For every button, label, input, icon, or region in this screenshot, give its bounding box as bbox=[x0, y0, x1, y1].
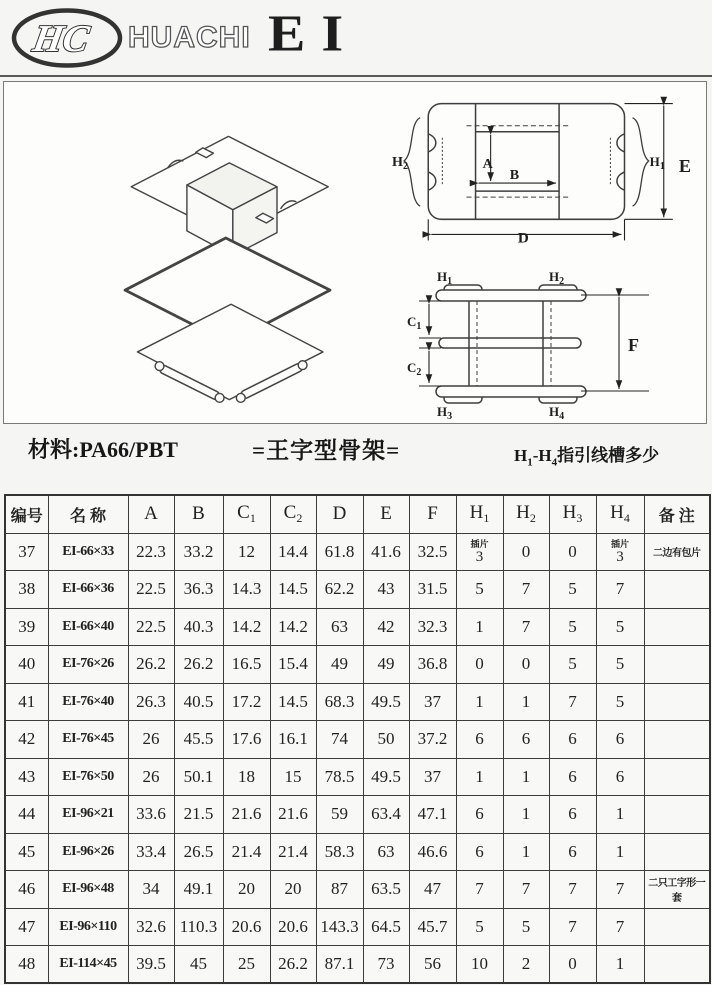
cell-d: 49 bbox=[316, 646, 363, 684]
dim-label-d: D bbox=[517, 230, 529, 247]
cell-h2: 7 bbox=[503, 608, 549, 646]
dim-label-sv-h2: $H_2$ bbox=[549, 269, 565, 287]
cell-h3: 5 bbox=[549, 571, 596, 609]
cell-name: EI-96×21 bbox=[48, 796, 128, 834]
cell-h1: 0 bbox=[456, 646, 503, 684]
cell-no: 47 bbox=[5, 908, 48, 946]
cell-no: 45 bbox=[5, 833, 48, 871]
column-header-e: E bbox=[363, 495, 409, 533]
cell-remark bbox=[644, 683, 710, 721]
cell-c1: 21.4 bbox=[223, 833, 270, 871]
cell-no: 37 bbox=[5, 533, 48, 571]
cell-h4: 6 bbox=[596, 758, 644, 796]
top-view-diagram bbox=[390, 92, 702, 248]
cell-h3: 6 bbox=[549, 796, 596, 834]
cell-f: 45.7 bbox=[409, 908, 456, 946]
cell-d: 68.3 bbox=[316, 683, 363, 721]
cell-name: EI-96×110 bbox=[48, 908, 128, 946]
table-row bbox=[5, 833, 710, 871]
cell-b: 49.1 bbox=[174, 871, 223, 909]
side-view-diagram bbox=[390, 268, 702, 420]
cell-h3: 7 bbox=[549, 871, 596, 909]
cell-b: 40.3 bbox=[174, 608, 223, 646]
cell-c2: 14.2 bbox=[270, 608, 316, 646]
cell-c2: 20.6 bbox=[270, 908, 316, 946]
dim-label-f: F bbox=[628, 335, 639, 355]
cell-b: 110.3 bbox=[174, 908, 223, 946]
cell-c2: 26.2 bbox=[270, 946, 316, 984]
hc-logo bbox=[8, 5, 126, 71]
cell-d: 63 bbox=[316, 608, 363, 646]
dim-label-b: B bbox=[509, 167, 520, 184]
cell-c2: 14.5 bbox=[270, 571, 316, 609]
cell-b: 26.5 bbox=[174, 833, 223, 871]
cell-b: 36.3 bbox=[174, 571, 223, 609]
header-divider bbox=[0, 75, 712, 77]
note-text: 指引线槽多少 bbox=[557, 446, 660, 465]
frame-type-title: =王字型骨架= bbox=[252, 438, 401, 463]
cell-a: 26.3 bbox=[128, 683, 174, 721]
cell-a: 32.6 bbox=[128, 908, 174, 946]
column-header-name: 名 称 bbox=[48, 495, 128, 533]
cell-h2: 7 bbox=[503, 871, 549, 909]
cell-f: 47.1 bbox=[409, 796, 456, 834]
cell-remark bbox=[644, 758, 710, 796]
cell-b: 21.5 bbox=[174, 796, 223, 834]
column-header-no: 编号 bbox=[5, 495, 48, 533]
cell-no: 44 bbox=[5, 796, 48, 834]
cell-b: 45 bbox=[174, 946, 223, 984]
cell-no: 39 bbox=[5, 608, 48, 646]
dim-label-sv-h1: $H_1$ bbox=[437, 269, 453, 287]
cell-h4: 5 bbox=[596, 608, 644, 646]
cell-a: 22.3 bbox=[128, 533, 174, 571]
column-header-remark: 备 注 bbox=[644, 495, 710, 533]
cell-c1: 21.6 bbox=[223, 796, 270, 834]
cell-f: 37.2 bbox=[409, 721, 456, 759]
dim-label-c2: $C_2$ bbox=[407, 360, 422, 378]
cell-b: 40.5 bbox=[174, 683, 223, 721]
table-row bbox=[5, 533, 710, 571]
cell-a: 34 bbox=[128, 871, 174, 909]
dim-label-a: A bbox=[482, 155, 493, 172]
table-row bbox=[5, 758, 710, 796]
cell-h2: 6 bbox=[503, 721, 549, 759]
cell-name: EI-66×36 bbox=[48, 571, 128, 609]
cell-f: 32.3 bbox=[409, 608, 456, 646]
cell-f: 32.5 bbox=[409, 533, 456, 571]
table-row bbox=[5, 683, 710, 721]
cell-e: 64.5 bbox=[363, 908, 409, 946]
table-row bbox=[5, 571, 710, 609]
column-header-h2: $H_2$ bbox=[503, 495, 549, 533]
cell-c2: 21.6 bbox=[270, 796, 316, 834]
cell-e: 73 bbox=[363, 946, 409, 984]
cell-h4: 7 bbox=[596, 908, 644, 946]
cell-remark bbox=[644, 908, 710, 946]
column-header-h4: $H_4$ bbox=[596, 495, 644, 533]
cell-e: 41.6 bbox=[363, 533, 409, 571]
dim-label-h3: $H_3$ bbox=[437, 404, 453, 420]
cell-h3: 6 bbox=[549, 758, 596, 796]
cell-f: 47 bbox=[409, 871, 456, 909]
cell-e: 49.5 bbox=[363, 758, 409, 796]
cell-b: 26.2 bbox=[174, 646, 223, 684]
cell-no: 48 bbox=[5, 946, 48, 984]
table-row bbox=[5, 646, 710, 684]
cell-h3: 7 bbox=[549, 683, 596, 721]
cell-e: 49 bbox=[363, 646, 409, 684]
cell-h1: 6 bbox=[456, 721, 503, 759]
cell-h1: 1 bbox=[456, 608, 503, 646]
cell-h4: 5 bbox=[596, 646, 644, 684]
cell-remark bbox=[644, 646, 710, 684]
cell-c1: 16.5 bbox=[223, 646, 270, 684]
cell-remark bbox=[644, 796, 710, 834]
column-header-d: D bbox=[316, 495, 363, 533]
isometric-drawing bbox=[74, 94, 374, 412]
cell-name: EI-96×26 bbox=[48, 833, 128, 871]
cell-name: EI-114×45 bbox=[48, 946, 128, 984]
cell-h4: 1 bbox=[596, 833, 644, 871]
cell-a: 39.5 bbox=[128, 946, 174, 984]
cell-c2: 14.5 bbox=[270, 683, 316, 721]
cell-d: 143.3 bbox=[316, 908, 363, 946]
note-h4-sub: 4 bbox=[551, 456, 558, 469]
cell-h2: 1 bbox=[503, 758, 549, 796]
cell-h1: 7 bbox=[456, 871, 503, 909]
cell-d: 74 bbox=[316, 721, 363, 759]
cell-c1: 17.6 bbox=[223, 721, 270, 759]
cell-d: 59 bbox=[316, 796, 363, 834]
cell-h2: 1 bbox=[503, 796, 549, 834]
cell-name: EI-76×40 bbox=[48, 683, 128, 721]
cell-c1: 18 bbox=[223, 758, 270, 796]
cell-h4: 7 bbox=[596, 571, 644, 609]
cell-c1: 25 bbox=[223, 946, 270, 984]
cell-d: 61.8 bbox=[316, 533, 363, 571]
cell-c2: 14.4 bbox=[270, 533, 316, 571]
cell-h3: 6 bbox=[549, 721, 596, 759]
cell-h4: 1 bbox=[596, 796, 644, 834]
cell-remark: 二边有包片 bbox=[644, 533, 710, 571]
cell-h2: 1 bbox=[503, 833, 549, 871]
cell-e: 63 bbox=[363, 833, 409, 871]
cell-h3: 5 bbox=[549, 646, 596, 684]
cell-name: EI-76×26 bbox=[48, 646, 128, 684]
cell-no: 40 bbox=[5, 646, 48, 684]
cell-d: 87 bbox=[316, 871, 363, 909]
note-h1-sub: 1 bbox=[527, 456, 533, 469]
cell-name: EI-66×40 bbox=[48, 608, 128, 646]
table-row bbox=[5, 796, 710, 834]
cell-no: 42 bbox=[5, 721, 48, 759]
cell-a: 22.5 bbox=[128, 571, 174, 609]
cell-e: 63.4 bbox=[363, 796, 409, 834]
cell-d: 58.3 bbox=[316, 833, 363, 871]
cell-h1: 1 bbox=[456, 683, 503, 721]
cell-c1: 17.2 bbox=[223, 683, 270, 721]
cell-a: 26 bbox=[128, 721, 174, 759]
cell-h2: 1 bbox=[503, 683, 549, 721]
cell-h1: 10 bbox=[456, 946, 503, 984]
cell-c1: 14.2 bbox=[223, 608, 270, 646]
column-header-a: A bbox=[128, 495, 174, 533]
cell-f: 37 bbox=[409, 758, 456, 796]
cell-c1: 20.6 bbox=[223, 908, 270, 946]
cell-f: 36.8 bbox=[409, 646, 456, 684]
page-header bbox=[0, 0, 712, 76]
brand-text: HUACHI bbox=[128, 21, 251, 54]
cell-h1: 6 bbox=[456, 833, 503, 871]
column-header-c1: $C_1$ bbox=[223, 495, 270, 533]
cell-h1: 插片 3 bbox=[456, 533, 503, 571]
cell-e: 63.5 bbox=[363, 871, 409, 909]
cell-d: 87.1 bbox=[316, 946, 363, 984]
spec-table bbox=[4, 494, 711, 984]
brand-logo bbox=[128, 14, 263, 58]
cell-c2: 15.4 bbox=[270, 646, 316, 684]
cell-h3: 6 bbox=[549, 833, 596, 871]
cell-no: 38 bbox=[5, 571, 48, 609]
cell-c1: 20 bbox=[223, 871, 270, 909]
cell-remark bbox=[644, 721, 710, 759]
cell-remark: 二只工字形一套 bbox=[644, 871, 710, 909]
cell-h2: 5 bbox=[503, 908, 549, 946]
note-h1-base: H bbox=[514, 446, 528, 465]
cell-e: 49.5 bbox=[363, 683, 409, 721]
cell-d: 62.2 bbox=[316, 571, 363, 609]
table-row bbox=[5, 608, 710, 646]
material-label: 材料:PA66/PBT bbox=[28, 437, 178, 462]
cell-c2: 20 bbox=[270, 871, 316, 909]
cell-c1: 12 bbox=[223, 533, 270, 571]
dim-label-h4: $H_4$ bbox=[549, 404, 565, 420]
table-row bbox=[5, 721, 710, 759]
cell-f: 46.6 bbox=[409, 833, 456, 871]
cell-name: EI-66×33 bbox=[48, 533, 128, 571]
column-header-b: B bbox=[174, 495, 223, 533]
cell-h4: 7 bbox=[596, 871, 644, 909]
cell-h1: 1 bbox=[456, 758, 503, 796]
cell-h2: 2 bbox=[503, 946, 549, 984]
cell-a: 33.6 bbox=[128, 796, 174, 834]
cell-h1: 5 bbox=[456, 908, 503, 946]
cell-f: 56 bbox=[409, 946, 456, 984]
cell-name: EI-76×50 bbox=[48, 758, 128, 796]
series-title: EI bbox=[268, 5, 360, 63]
cell-h1: 5 bbox=[456, 571, 503, 609]
table-row bbox=[5, 871, 710, 909]
cell-a: 22.5 bbox=[128, 608, 174, 646]
cell-name: EI-96×48 bbox=[48, 871, 128, 909]
cell-d: 78.5 bbox=[316, 758, 363, 796]
dim-label-h2: $H_2$ bbox=[392, 153, 408, 172]
note-h4-base: H bbox=[538, 446, 552, 465]
cell-h4: 1 bbox=[596, 946, 644, 984]
cell-remark bbox=[644, 571, 710, 609]
cell-e: 43 bbox=[363, 571, 409, 609]
cell-e: 42 bbox=[363, 608, 409, 646]
header-row bbox=[5, 495, 710, 533]
table-row bbox=[5, 908, 710, 946]
cell-h3: 5 bbox=[549, 608, 596, 646]
column-header-f: F bbox=[409, 495, 456, 533]
cell-h2: 0 bbox=[503, 646, 549, 684]
cell-a: 26.2 bbox=[128, 646, 174, 684]
column-header-h3: $H_3$ bbox=[549, 495, 596, 533]
cell-remark bbox=[644, 833, 710, 871]
h-range-note bbox=[514, 441, 659, 468]
table-row bbox=[5, 946, 710, 984]
note-dash: - bbox=[532, 446, 539, 465]
hc-logo-text: HC bbox=[29, 18, 93, 60]
cell-no: 46 bbox=[5, 871, 48, 909]
cell-h1: 6 bbox=[456, 796, 503, 834]
cell-remark bbox=[644, 608, 710, 646]
cell-e: 50 bbox=[363, 721, 409, 759]
cell-h4: 5 bbox=[596, 683, 644, 721]
drawing-frame bbox=[3, 81, 707, 424]
cell-a: 26 bbox=[128, 758, 174, 796]
cell-h3: 7 bbox=[549, 908, 596, 946]
cell-h2: 0 bbox=[503, 533, 549, 571]
dim-label-c1: $C_1$ bbox=[407, 314, 422, 332]
cell-b: 45.5 bbox=[174, 721, 223, 759]
cell-b: 33.2 bbox=[174, 533, 223, 571]
cell-name: EI-76×45 bbox=[48, 721, 128, 759]
cell-a: 33.4 bbox=[128, 833, 174, 871]
dim-label-e: E bbox=[678, 156, 691, 177]
column-header-h1: $H_1$ bbox=[456, 495, 503, 533]
dim-label-h1: $H_1$ bbox=[649, 153, 665, 172]
cell-c2: 21.4 bbox=[270, 833, 316, 871]
cell-h2: 7 bbox=[503, 571, 549, 609]
cell-f: 37 bbox=[409, 683, 456, 721]
cell-no: 43 bbox=[5, 758, 48, 796]
cell-f: 31.5 bbox=[409, 571, 456, 609]
cell-remark bbox=[644, 946, 710, 984]
cell-h3: 0 bbox=[549, 946, 596, 984]
cell-h3: 0 bbox=[549, 533, 596, 571]
cell-c2: 16.1 bbox=[270, 721, 316, 759]
cell-h4: 插片 3 bbox=[596, 533, 644, 571]
spec-table-body bbox=[5, 533, 710, 983]
cell-h4: 6 bbox=[596, 721, 644, 759]
cell-no: 41 bbox=[5, 683, 48, 721]
cell-c1: 14.3 bbox=[223, 571, 270, 609]
cell-c2: 15 bbox=[270, 758, 316, 796]
spec-table-head bbox=[5, 495, 710, 533]
column-header-c2: $C_2$ bbox=[270, 495, 316, 533]
cell-b: 50.1 bbox=[174, 758, 223, 796]
